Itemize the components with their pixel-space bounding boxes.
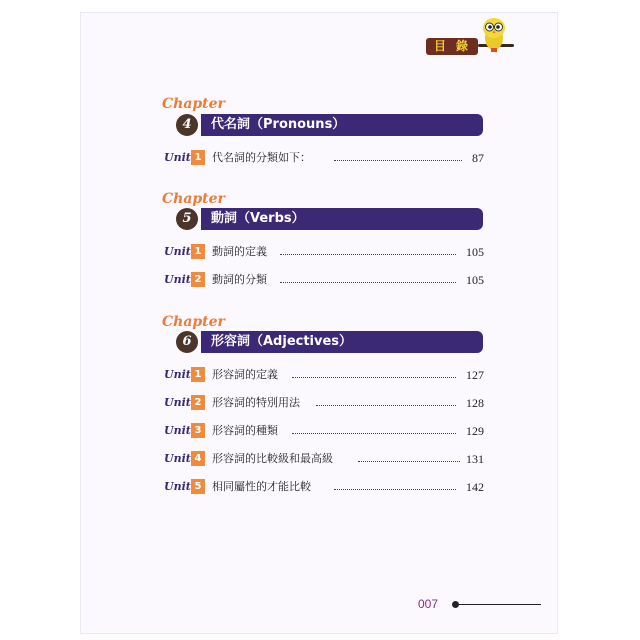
dot-leader <box>280 254 456 255</box>
dot-leader <box>316 405 456 406</box>
unit-title: 動詞的定義 <box>212 245 267 258</box>
unit-page-number: 127 <box>466 368 484 382</box>
unit-title: 形容詞的特別用法 <box>212 396 300 409</box>
unit-page-number: 131 <box>466 452 484 466</box>
chapter-5-title-bar <box>201 208 483 230</box>
unit-title: 相同屬性的才能比較 <box>212 480 311 493</box>
unit-page-number: 105 <box>466 245 484 259</box>
chapter-5-label: Chapter <box>162 191 225 207</box>
toc-entry[interactable] <box>164 149 484 167</box>
chapter-4-label: Chapter <box>162 96 225 112</box>
book-page <box>80 12 558 634</box>
unit-label: Unit <box>164 396 191 409</box>
dot-leader <box>280 282 456 283</box>
toc-entry[interactable] <box>164 422 484 440</box>
unit-title: 形容詞的定義 <box>212 368 278 381</box>
unit-number: 4 <box>191 451 205 466</box>
toc-entry[interactable] <box>164 366 484 384</box>
toc-badge-char-1: 目 <box>434 39 447 53</box>
unit-label: Unit <box>164 273 191 286</box>
unit-label: Unit <box>164 245 191 258</box>
dot-leader <box>292 433 456 434</box>
toc-badge <box>426 38 478 55</box>
page-number: 007 <box>418 597 439 611</box>
unit-label: Unit <box>164 452 191 465</box>
unit-page-number: 105 <box>466 273 484 287</box>
unit-number: 5 <box>191 479 205 494</box>
chapter-4-title-bar <box>201 114 483 136</box>
unit-title: 代名詞的分類如下： <box>212 151 311 164</box>
footer-dot <box>452 601 459 608</box>
unit-number: 1 <box>191 367 205 382</box>
owl-mascot-icon <box>480 14 508 54</box>
unit-number: 1 <box>191 244 205 259</box>
unit-page-number: 128 <box>466 396 484 410</box>
chapter-5-title: 動詞（Verbs） <box>211 211 305 226</box>
chapter-4-number: 4 <box>176 114 198 136</box>
unit-number: 3 <box>191 423 205 438</box>
unit-label: Unit <box>164 480 191 493</box>
dot-leader <box>292 377 456 378</box>
chapter-4-title: 代名詞（Pronouns） <box>211 117 346 132</box>
toc-entry[interactable] <box>164 394 484 412</box>
chapter-6-title: 形容詞（Adjectives） <box>211 334 353 349</box>
unit-page-number: 142 <box>466 480 484 494</box>
chapter-5-number: 5 <box>176 208 198 230</box>
unit-title: 形容詞的種類 <box>212 424 278 437</box>
toc-entry[interactable] <box>164 243 484 261</box>
chapter-6-number: 6 <box>176 331 198 353</box>
unit-title: 形容詞的比較級和最高級 <box>212 452 333 465</box>
footer-rule <box>459 604 541 605</box>
unit-title: 動詞的分類 <box>212 273 267 286</box>
unit-label: Unit <box>164 151 191 164</box>
dot-leader <box>358 461 460 462</box>
dot-leader <box>334 489 456 490</box>
unit-label: Unit <box>164 368 191 381</box>
chapter-6-label: Chapter <box>162 314 225 330</box>
toc-entry[interactable] <box>164 450 484 468</box>
toc-badge-char-2: 錄 <box>456 39 469 53</box>
unit-page-number: 129 <box>466 424 484 438</box>
toc-entry[interactable] <box>164 271 484 289</box>
unit-label: Unit <box>164 424 191 437</box>
toc-entry[interactable] <box>164 478 484 496</box>
unit-number: 2 <box>191 395 205 410</box>
unit-number: 2 <box>191 272 205 287</box>
unit-number: 1 <box>191 150 205 165</box>
chapter-6-title-bar <box>201 331 483 353</box>
unit-page-number: 87 <box>472 151 484 165</box>
dot-leader <box>334 160 462 161</box>
